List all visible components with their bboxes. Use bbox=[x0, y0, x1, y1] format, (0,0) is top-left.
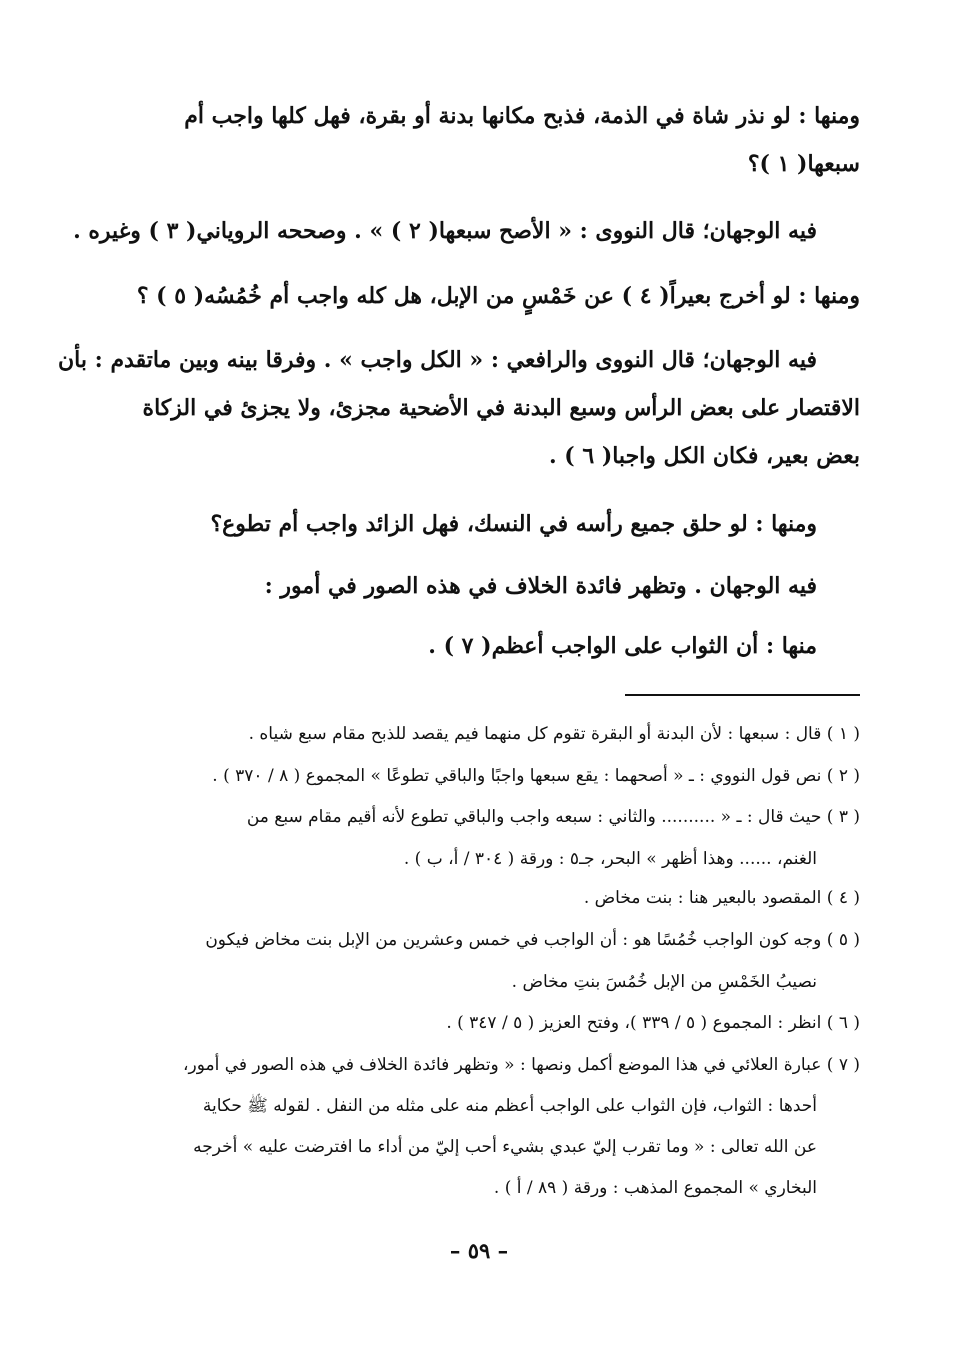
footnote-line: أحدها : الثواب، فإن الثواب على الواجب أعظم منه على مثله من النفل . لقوله ﷺ حكاية bbox=[202, 1096, 817, 1116]
footnote-line: ( ٧ ) عبارة العلائي في هذا الموضع أكمل ونصها : « وتظهر فائدة الخلاف في هذه الصور في أمور، bbox=[183, 1055, 860, 1075]
footnote-divider bbox=[625, 694, 860, 696]
footnote-line: ( ١ ) قال : سبعها : لأن البدنة أو البقرة تقوم كل منهما فيم يقصد للذبح مقام سبع شياه . bbox=[248, 724, 860, 744]
footnote-line: ( ٤ ) المقصود بالبعير هنا : بنت مخاض . bbox=[583, 888, 860, 908]
body-line: فيه الوجهان . وتظهر فائدة الخلاف في هذه الصور في أمور : bbox=[264, 573, 817, 599]
body-line: منها : أن الثواب على الواجب أعظم( ٧ ) . bbox=[428, 633, 817, 659]
body-line: ومنها : لو أخرج بعيراً( ٤ ) عن خَمْسٍ من الإبل، هل كله واجب أم خُمُسُه( ٥ ) ؟ bbox=[136, 283, 860, 309]
body-line: ومنها : لو حلق جميع رأسه في النسك، فهل الزائد واجب أم تطوع؟ bbox=[210, 511, 817, 537]
footnote-line: ( ٥ ) وجه كون الواجب خُمُسًا هو : أن الواجب في خمس وعشرين من الإبل بنت مخاض فيكون bbox=[205, 930, 860, 950]
body-line: الاقتصار على بعض الرأس وسبع البدنة في الأضحية مجزئ، ولا يجزئ في الزكاة bbox=[142, 395, 860, 421]
footnote-line: الغنم، ...... وهذا أظهر » البحر، جـ٥ : ورقة ( ٣٠٤ / أ، ب ) . bbox=[403, 849, 817, 869]
body-line: فيه الوجهان؛ قال النووى والرافعي : « الكل واجب » . وفرقا بينه وبين ماتقدم : بأن bbox=[58, 347, 817, 373]
body-line: ومنها : لو نذر شاة في الذمة، فذبح مكانها بدنة أو بقرة، فهل كلها واجب أم bbox=[184, 103, 860, 129]
footnote-line: ( ٢ ) نص قول النووي : ـ « أصحهما : يقع سبعها واجبًا والباقي تطوعًا » المجموع ( ٨ / ٣٧٠ ) . bbox=[212, 766, 860, 786]
footnote-line: نصيبُ الخَمْسِ من الإبل خُمُسَ بنتِ مخاض . bbox=[511, 972, 817, 992]
footnote-line: عن الله تعالى : « وما تقرب إليّ عبدي بشيء أحب إليّ من أداء ما افترضت عليه » أخرجه bbox=[193, 1137, 817, 1157]
body-line: فيه الوجهان؛ قال النووى : « الأصح سبعها( ٢ ) » . وصححه الروياني( ٣ ) وغيره . bbox=[73, 218, 817, 244]
footnote-line: البخاري » المجموع المذهب : ورقة ( ٨٩ / أ ) . bbox=[493, 1178, 817, 1198]
body-line: سبعها( ١ )؟ bbox=[747, 151, 860, 177]
footnote-line: ( ٦ ) انظر : المجموع ( ٥ / ٣٣٩ )، وفتح العزيز ( ٥ / ٣٤٧ ) . bbox=[446, 1013, 860, 1033]
footnote-line: ( ٣ ) حيث قال : ـ « .......... والثاني : سبعه واجب والباقي تطوع لأنه أقيم مقام سبع من bbox=[246, 807, 860, 827]
body-line: بعض بعير، فكان الكل واجبا( ٦ ) . bbox=[548, 443, 860, 469]
page-number: – ٥٩ – bbox=[449, 1238, 509, 1263]
